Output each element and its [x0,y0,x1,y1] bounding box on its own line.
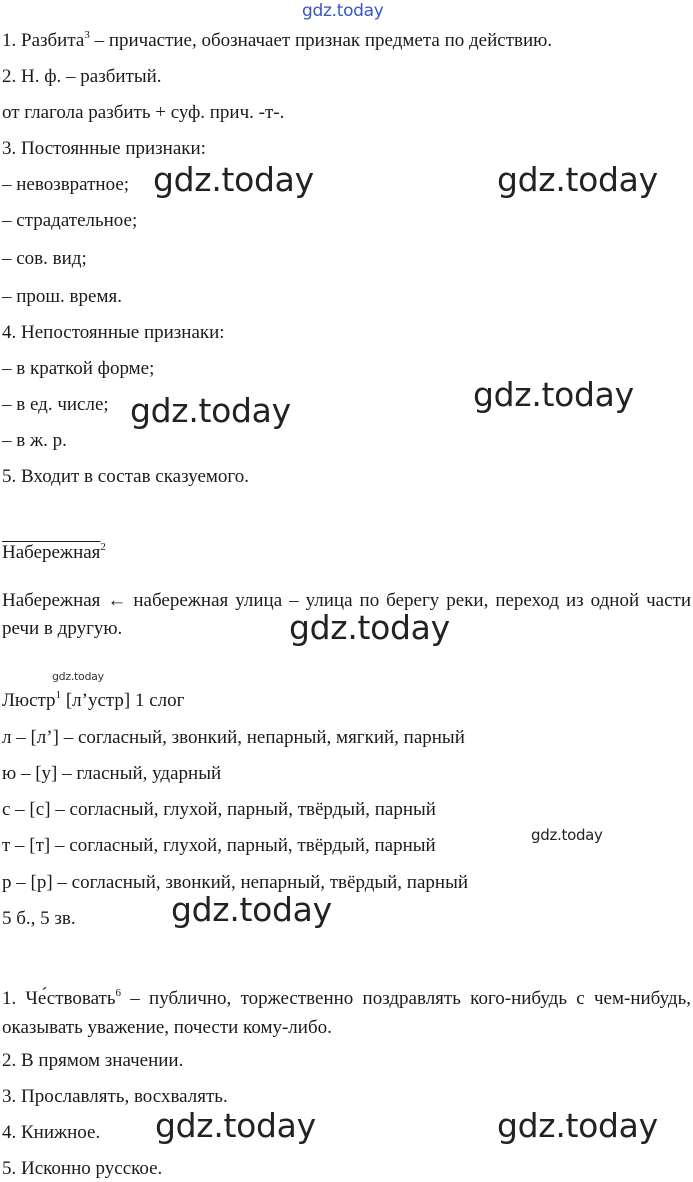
answer-line-4: 3. Постоянные признаки: [2,138,206,159]
answer-line-8: – прош. время. [2,286,122,307]
watermark-logo: gdz.today [473,375,634,414]
answer-line-3: от глагола разбить + суф. прич. -т-. [2,102,285,123]
lexical-line-4: 4. Книжное. [2,1122,101,1143]
phonetic-summary: 5 б., 5 зв. [2,908,76,929]
definition-text: – публично, торжественно поздравлять кого-нибудь с чем-нибудь, оказывать уважение, почести кому-либо. [2,988,691,1038]
answer-line-11: – в ед. числе; [2,394,109,415]
watermark-logo: gdz.today [130,391,291,430]
footnote-number: 2 [100,541,106,553]
watermark-logo: gdz.today [497,1106,658,1145]
term-text: 1. Че́ствовать [2,988,116,1009]
footnote-number: 3 [84,29,90,41]
answer-line-12: – в ж. р. [2,430,67,451]
watermark-logo: gdz.today [52,670,104,683]
answer-line-1 [2,30,552,52]
watermark-logo: gdz.today [155,1106,316,1145]
phonetic-title [2,690,184,712]
lexical-line-5: 5. Исконно русское. [2,1158,163,1179]
footnote-number: 1 [55,689,62,701]
term-text: 1. Разбита [2,30,85,51]
watermark-logo: gdz.today [153,160,314,199]
watermark-logo: gdz.today [289,608,450,647]
answer-line-2: 2. Н. ф. – разбитый. [2,66,162,87]
transcription-text: [л’устр] 1 слог [61,690,185,711]
watermark-logo: gdz.today [302,1,384,21]
word-explanation: Набережная ← набережная улица – улица по берегу реки, переход из одной части речи в другую. [2,590,691,639]
phonetic-line-4: т – [т] – согласный, глухой, парный, твёрдый, парный [2,835,436,856]
word-text: Набережная [2,542,101,563]
lexical-line-1 [2,984,691,1042]
phonetic-line-3: с – [с] – согласный, глухой, парный, твёрдый, парный [2,799,436,820]
answer-line-5: – невозвратное; [2,174,130,195]
answer-line-6: – страдательное; [2,210,138,231]
phonetic-line-2: ю – [у] – гласный, ударный [2,763,222,784]
phonetic-line-1: л – [л’] – согласный, звонкий, непарный, мягкий, парный [2,727,465,748]
watermark-logo: gdz.today [171,890,332,929]
phonetic-line-5: р – [р] – согласный, звонкий, непарный, твёрдый, парный [2,872,469,893]
definition-text: – причастие, обозначает признак предмета по действию. [89,30,553,51]
footnote-number: 6 [115,987,121,999]
lexical-line-3: 3. Прославлять, восхвалять. [2,1086,228,1107]
answer-line-13: 5. Входит в состав сказуемого. [2,466,249,487]
answer-line-10: – в краткой форме; [2,358,155,379]
lexical-line-2: 2. В прямом значении. [2,1050,184,1071]
word-heading [2,542,106,564]
watermark-logo: gdz.today [497,160,658,199]
word-text: Люстр [2,690,56,711]
watermark-logo: gdz.today [531,826,603,844]
answer-line-7: – сов. вид; [2,248,87,269]
answer-line-9: 4. Непостоянные признаки: [2,322,225,343]
